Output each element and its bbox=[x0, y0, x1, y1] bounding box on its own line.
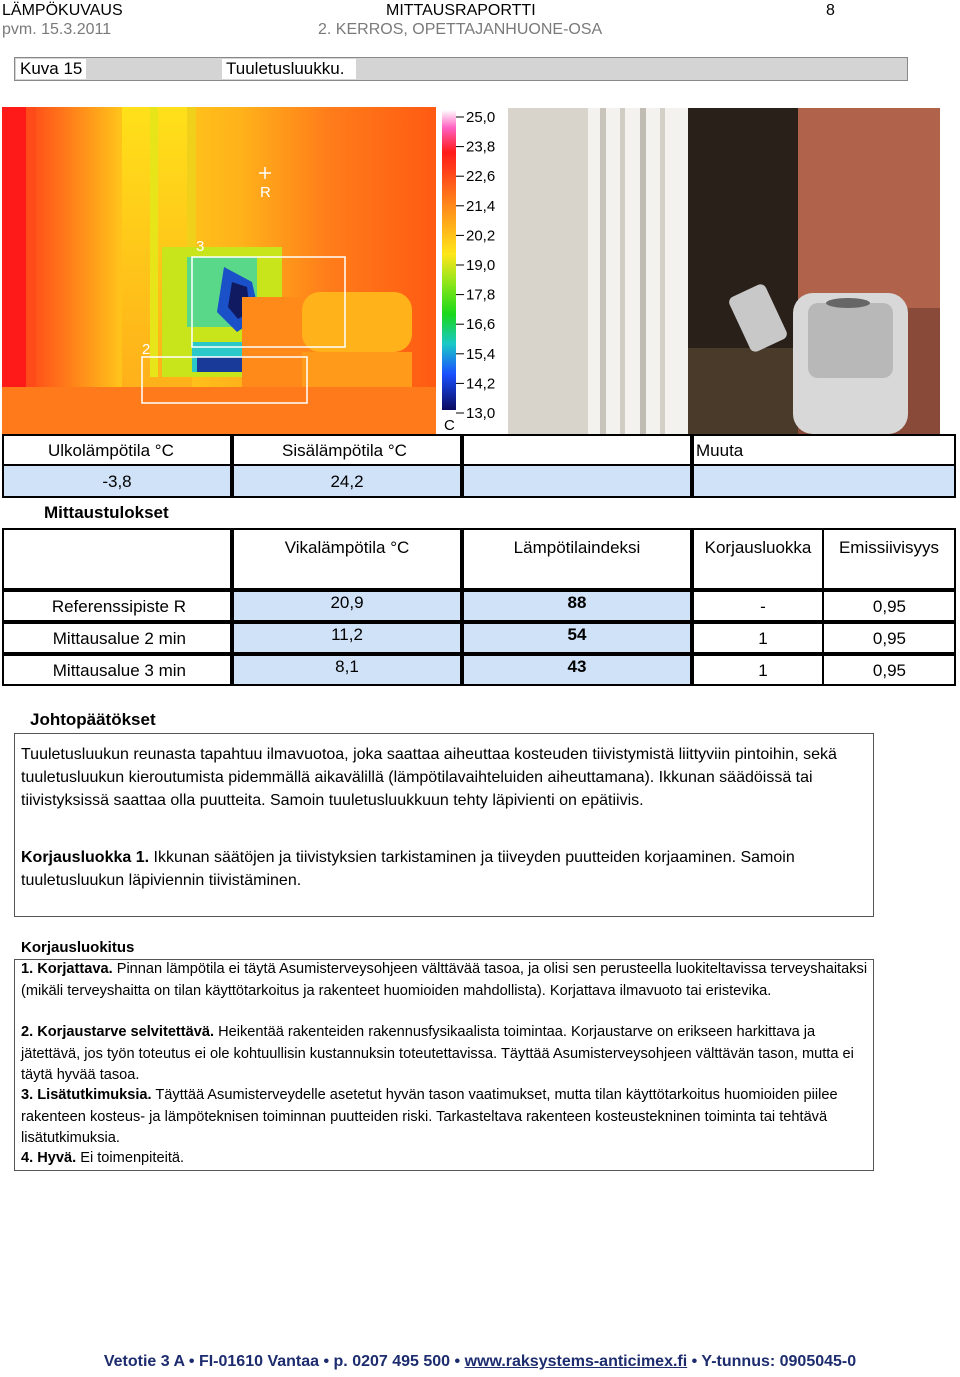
outdoor-temp-header: Ulkolämpötila °C bbox=[2, 434, 232, 466]
classification-item-2 bbox=[21, 1022, 871, 1087]
conclusions-class bbox=[21, 846, 869, 892]
item-label: 3. Lisätutkimuksia. bbox=[21, 1087, 152, 1103]
results-title: Mittaustulokset bbox=[44, 503, 169, 522]
row-class: 1 bbox=[692, 622, 824, 654]
item-label: 4. Hyvä. bbox=[21, 1150, 77, 1166]
class-text: Ikkunan säätöjen ja tiivistyksien tarkistaminen ja tiiveyden puutteiden korjaaminen. Samoin tuuletusluukun läpiviennin tiivistäminen. bbox=[21, 849, 795, 889]
item-label: 1. Korjattava. bbox=[21, 961, 113, 977]
scale-label: 14,2 bbox=[466, 375, 496, 393]
row-name: Referenssipiste R bbox=[2, 590, 232, 622]
scale-label: 25,0 bbox=[466, 109, 496, 126]
item-text: Pinnan lämpötila ei täytä Asumisterveysohjeen välttävää tasoa, ja olisi sen perusteella luokiteltavissa terveyshaitaksi (mikäli terveyshaitta on tilan käyttötarkoitus ja rakenteet huomioiden mahdollista). Korjattava ilmavuoto tai eristevika. bbox=[21, 961, 868, 999]
footer-address: Vetotie 3 A bbox=[103, 1353, 185, 1370]
temp-index-header: Lämpötilaindeksi bbox=[462, 528, 692, 590]
marker-R: R bbox=[260, 184, 271, 201]
scale-label: 20,2 bbox=[466, 227, 496, 245]
other-value bbox=[692, 464, 956, 498]
scale-label: 19,0 bbox=[466, 257, 496, 274]
item-text: Täyttää Asumisterveydelle asetetut hyvän tason vaatimukset, mutta tilan käyttötarkoitus huomioiden piilee rakenteen kosteus- ja lämpöteknisen toiminnan puutteiden riski. Tarkasteltava rakenteen kosteustekninen toiminta tai tehtävä lisätutkimuksia. bbox=[21, 1087, 838, 1146]
defect-temp-header: Vikalämpötila °C bbox=[232, 528, 462, 590]
row-temp: 11,2 bbox=[232, 622, 462, 654]
report-location: 2. KERROS, OPETTAJANHUONE-OSA bbox=[318, 21, 603, 38]
outdoor-temp-value: -3,8 bbox=[2, 464, 232, 498]
footer-website-link[interactable]: www.raksystems-anticimex.fi bbox=[464, 1353, 688, 1370]
classification-item-4 bbox=[21, 1148, 871, 1170]
emissivity-header: Emissiivisyys bbox=[822, 528, 956, 590]
repair-class-header: Korjausluokka bbox=[692, 528, 824, 590]
results-header-empty bbox=[2, 528, 232, 590]
row-class: 1 bbox=[692, 654, 824, 686]
footer bbox=[0, 1353, 960, 1371]
row-index: 88 bbox=[462, 590, 692, 622]
row-emissivity: 0,95 bbox=[822, 622, 956, 654]
room-photo bbox=[508, 108, 940, 434]
item-text: Ei toimenpiteitä. bbox=[76, 1150, 185, 1166]
indoor-temp-value: 24,2 bbox=[232, 464, 462, 498]
scale-label: 15,4 bbox=[466, 345, 496, 363]
row-name: Mittausalue 3 min bbox=[2, 654, 232, 686]
item-label: 2. Korjaustarve selvitettävä. bbox=[21, 1024, 215, 1040]
scale-label: 22,6 bbox=[466, 168, 496, 186]
thermal-image bbox=[2, 107, 436, 434]
bullet: • bbox=[691, 1353, 702, 1370]
scale-label: 23,8 bbox=[466, 138, 496, 156]
report-date: pvm. 15.3.2011 bbox=[2, 21, 112, 38]
row-temp: 8,1 bbox=[232, 654, 462, 686]
class-label: Korjausluokka 1. bbox=[21, 849, 150, 866]
conclusions-title: Johtopäätökset bbox=[30, 710, 156, 729]
temperature-scale bbox=[440, 108, 508, 434]
scale-label: 16,6 bbox=[466, 316, 496, 334]
page-number: 8 bbox=[826, 2, 835, 19]
caption-label: Kuva 15 bbox=[16, 59, 86, 79]
scale-label: 17,8 bbox=[466, 286, 496, 304]
footer-business-id: Y-tunnus: 0905045-0 bbox=[701, 1353, 857, 1370]
report-type: LÄMPÖKUVAUS bbox=[2, 2, 123, 19]
report-title: MITTAUSRAPORTTI bbox=[386, 2, 536, 19]
footer-phone: p. 0207 495 500 bbox=[333, 1353, 451, 1370]
marker-3: 3 bbox=[196, 238, 205, 255]
scale-label: 21,4 bbox=[466, 197, 496, 215]
other-header: Muuta bbox=[692, 434, 956, 466]
row-index: 43 bbox=[462, 654, 692, 686]
caption-title: Tuuletusluukku. bbox=[222, 59, 356, 79]
row-class: - bbox=[692, 590, 824, 622]
row-emissivity: 0,95 bbox=[822, 654, 956, 686]
classification-item-3 bbox=[21, 1085, 871, 1150]
row-emissivity: 0,95 bbox=[822, 590, 956, 622]
item-text: Heikentää rakenteiden rakennusfysikaalista toimintaa. Korjaustarve on erikseen harkittava ja jätettävä, jos työn toteutus ei ole kohtuullisin kustannuksin toteutettavissa. Täyttää Asumisterveysohjeen välttävän tason, mutta ei täytä hyvää tasoa. bbox=[21, 1024, 854, 1083]
row-temp: 20,9 bbox=[232, 590, 462, 622]
scale-unit: C bbox=[444, 417, 455, 434]
caption-bar bbox=[14, 57, 908, 81]
bullet: • bbox=[188, 1353, 199, 1370]
indoor-temp-header: Sisälämpötila °C bbox=[232, 434, 462, 466]
footer-postal: FI-01610 Vantaa bbox=[198, 1353, 320, 1370]
empty-header bbox=[462, 434, 692, 466]
bullet: • bbox=[323, 1353, 334, 1370]
classification-title: Korjausluokitus bbox=[21, 939, 135, 956]
marker-2: 2 bbox=[142, 341, 151, 358]
row-index: 54 bbox=[462, 622, 692, 654]
bullet: • bbox=[454, 1353, 465, 1370]
classification-item-1 bbox=[21, 959, 871, 1002]
conclusions-text: Tuuletusluukun reunasta tapahtuu ilmavuotoa, joka saattaa aiheuttaa kosteuden tiivistymistä liittyviin pintoihin, sekä tuuletusluukun kieroutumista pidemmällä aikavälillä (lämpötilavaihteluiden aiheuttamana). Ikkunan säädöissä tai tiivistyksissä saattaa olla puutteita. Samoin tuuletusluukkuun tehty läpivienti on epätiivis. bbox=[21, 746, 837, 809]
empty-value bbox=[462, 464, 692, 498]
row-name: Mittausalue 2 min bbox=[2, 622, 232, 654]
scale-label: 13,0 bbox=[466, 405, 496, 422]
